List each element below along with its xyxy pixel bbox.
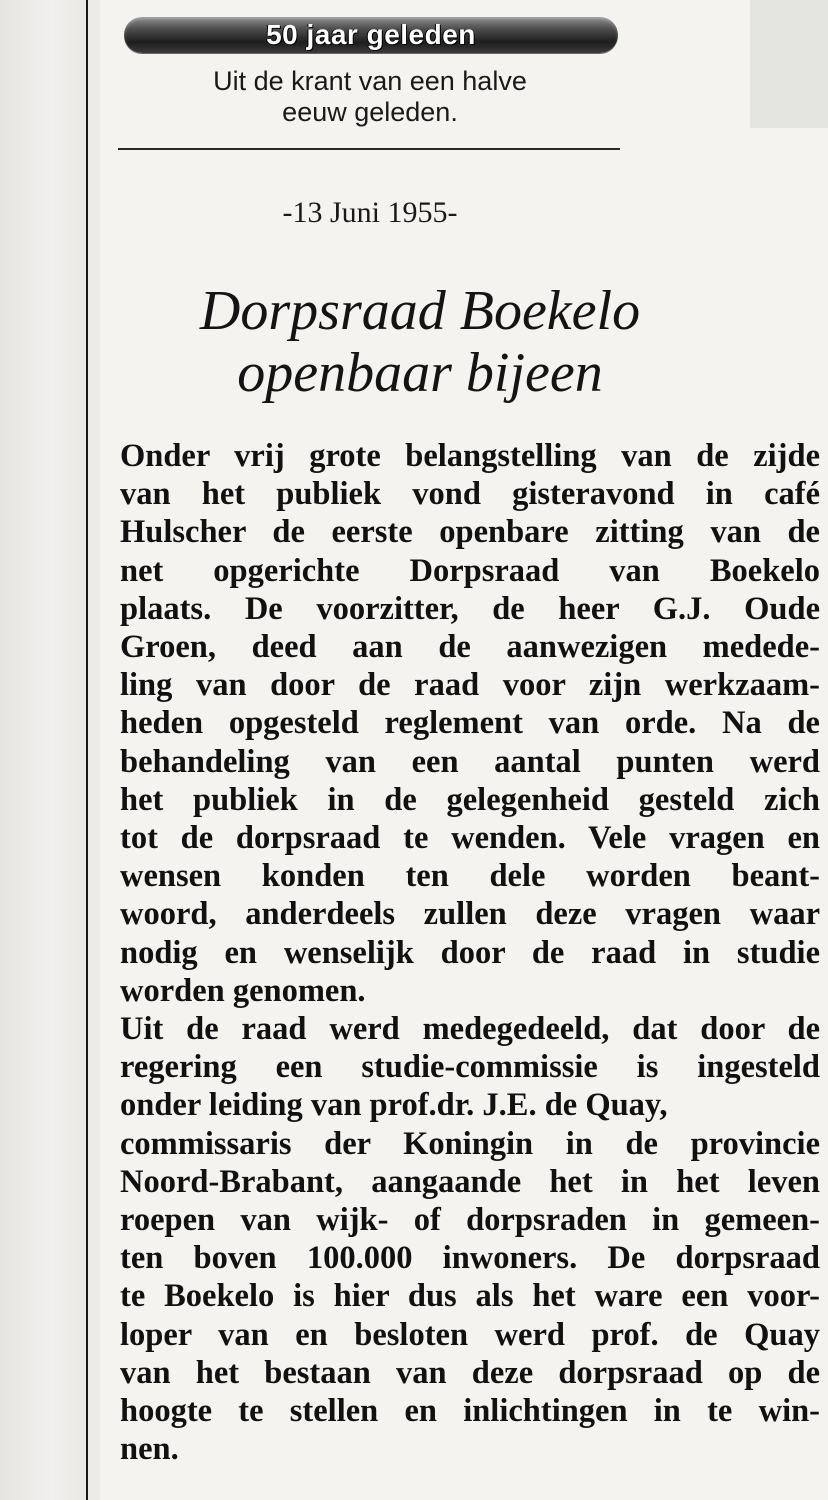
article-date: -13 Juni 1955- bbox=[282, 196, 458, 229]
body-line: onder leiding van prof.dr. J.E. de Quay, bbox=[120, 1087, 668, 1124]
body-line: heden opgesteld reglement van orde. Na de bbox=[120, 705, 820, 742]
body-line: tot de dorpsraad te wenden. Vele vragen en bbox=[120, 820, 820, 857]
article-headline bbox=[100, 280, 740, 404]
body-line: Hulscher de eerste openbare zitting van de bbox=[120, 514, 820, 551]
body-line: ling van door de raad voor zijn werkzaam- bbox=[120, 667, 820, 704]
body-line: van het publiek vond gisteravond in café bbox=[120, 476, 820, 513]
body-line: loper van en besloten werd prof. de Quay bbox=[120, 1316, 820, 1353]
adjacent-column-bleed bbox=[750, 0, 828, 128]
subheading bbox=[100, 66, 640, 128]
section-divider bbox=[118, 148, 620, 150]
body-line: te Boekelo is hier dus als het ware een voor- bbox=[120, 1278, 820, 1315]
banner-label: 50 jaar geleden bbox=[266, 19, 476, 50]
body-line: hoogte te stellen en inlichtingen in te win- bbox=[120, 1393, 820, 1430]
body-line: woord, anderdeels zullen deze vragen waar bbox=[120, 896, 820, 933]
section-banner bbox=[124, 17, 618, 53]
body-line: nen. bbox=[120, 1431, 179, 1468]
adjacent-page-strip bbox=[0, 0, 86, 1500]
body-line: het publiek in de gelegenheid gesteld zich bbox=[120, 781, 820, 818]
body-line: commissaris der Koningin in de provincie bbox=[120, 1125, 820, 1162]
body-line: net opgerichte Dorpsraad van Boekelo bbox=[120, 552, 820, 589]
headline-line: Dorpsraad Boekelo bbox=[199, 280, 641, 342]
body-line: nodig en wenselijk door de raad in studie bbox=[120, 934, 820, 971]
subheading-line: Uit de krant van een halve bbox=[213, 66, 527, 96]
body-line: plaats. De voorzitter, de heer G.J. Oude bbox=[120, 590, 820, 627]
body-line: regering een studie-commissie is ingesteld bbox=[120, 1049, 820, 1086]
article-body bbox=[120, 437, 820, 1468]
body-line: worden genomen. bbox=[120, 972, 366, 1009]
subheading-line: eeuw geleden. bbox=[282, 97, 458, 127]
headline-line: openbaar bijeen bbox=[237, 342, 603, 404]
body-line: Noord-Brabant, aangaande het in het leven bbox=[120, 1163, 820, 1200]
column-rule bbox=[86, 0, 88, 1500]
body-line: ten boven 100.000 inwoners. De dorpsraad bbox=[120, 1240, 820, 1277]
body-line: behandeling van een aantal punten werd bbox=[120, 743, 820, 780]
body-line: Uit de raad werd medegedeeld, dat door de bbox=[120, 1011, 820, 1048]
body-line: Groen, deed aan de aanwezigen medede- bbox=[120, 629, 820, 666]
body-line: Onder vrij grote belangstelling van de zijde bbox=[120, 438, 820, 474]
body-line: van het bestaan van deze dorpsraad op de bbox=[120, 1354, 820, 1391]
body-line: wensen konden ten dele worden beant- bbox=[120, 858, 820, 895]
body-line: roepen van wijk- of dorpsraden in gemeen- bbox=[120, 1202, 820, 1239]
